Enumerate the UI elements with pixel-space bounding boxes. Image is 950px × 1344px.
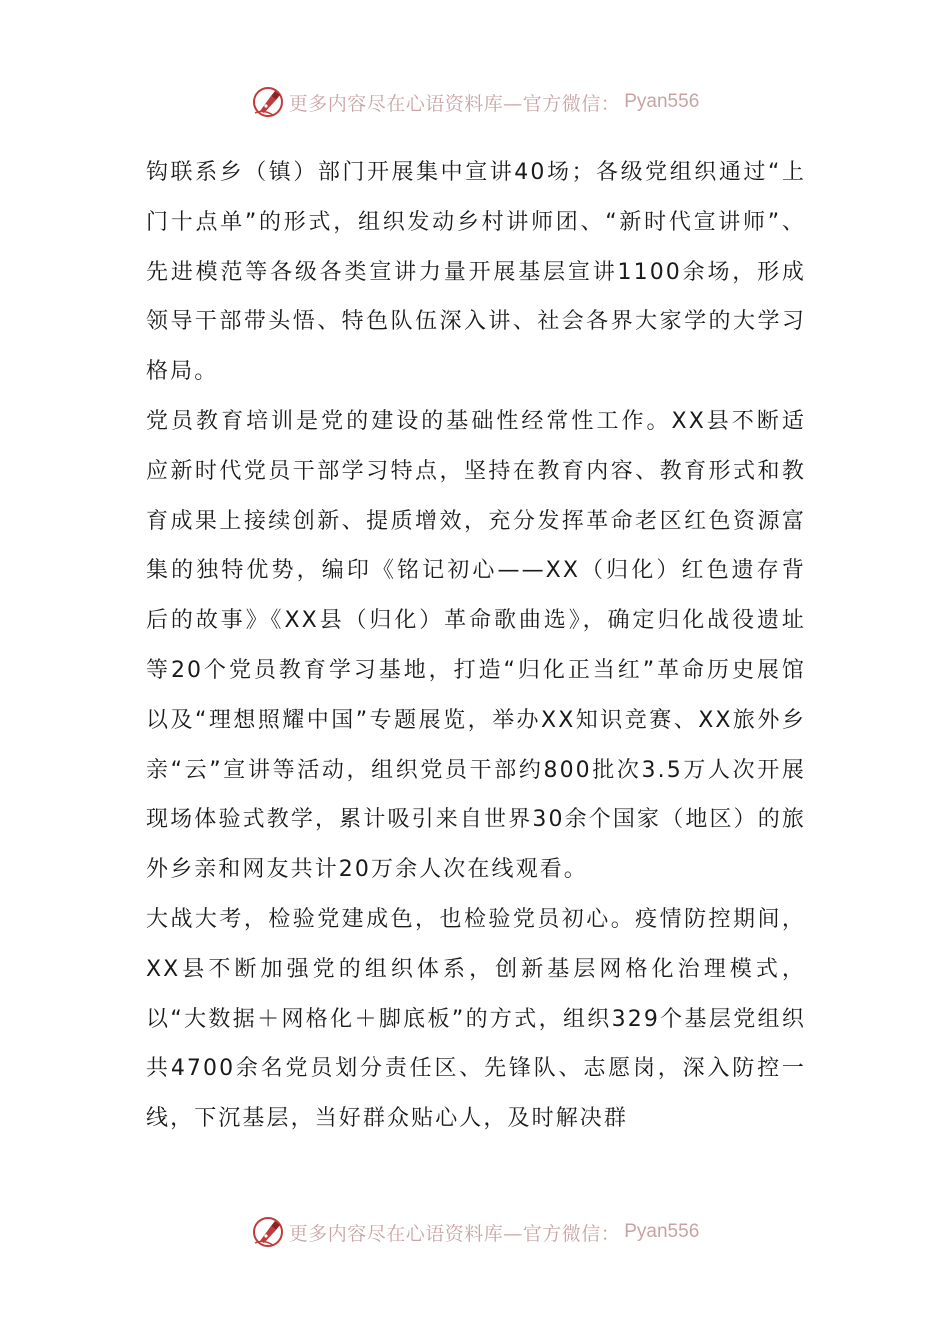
paragraph-2: 党员教育培训是党的建设的基础性经常性工作。XX县不断适应新时代党员干部学习特点，坚持在教育内容、教育形式和教育成果上接续创新、提质增效，充分发挥革命老区红色资源富集的独特优势，编印《铭记初心——XX（归化）红色遗存背后的故事》《XX县（归化）革命歌曲选》，确定归化战役遗址等20个党员教育学习基地，打造“归化正当红”革命历史展馆以及“理想照耀中国”专题展览，举办XX知识竞赛、XX旅外乡亲“云”宣讲等活动，组织党员干部约800批次3.5万人次开展现场体验式教学，累计吸引来自世界30余个国家（地区）的旅外乡亲和网友共计20万余人次在线观看。: [146, 408, 806, 883]
watermark-wechat-id: Pyan556: [624, 91, 700, 112]
pen-nib-logo-icon: [251, 85, 285, 119]
pen-nib-logo-icon: [251, 1215, 285, 1249]
watermark-text: 更多内容尽在心语资料库—官方微信：: [288, 92, 621, 115]
watermark-wechat-id: Pyan556: [624, 1221, 700, 1242]
header-watermark: [0, 82, 950, 122]
watermark-text: 更多内容尽在心语资料库—官方微信：: [288, 1222, 621, 1245]
footer-watermark: [0, 1212, 950, 1252]
paragraph-1: 钩联系乡（镇）部门开展集中宣讲40场；各级党组织通过“上门十点单”的形式，组织发动乡村讲师团、“新时代宣讲师”、先进模范等各级各类宣讲力量开展基层宣讲1100余场，形成领导干部带头悟、特色队伍深入讲、社会各界大家学的大学习格局。: [146, 160, 806, 385]
paragraph-3: 大战大考，检验党建成色，也检验党员初心。疫情防控期间，XX县不断加强党的组织体系，创新基层网格化治理模式，以“大数据＋网格化＋脚底板”的方式，组织329个基层党组织共4700余名党员划分责任区、先锋队、志愿岗，深入防控一线，下沉基层，当好群众贴心人，及时解决群: [146, 906, 806, 1132]
document-body: [146, 148, 806, 1144]
